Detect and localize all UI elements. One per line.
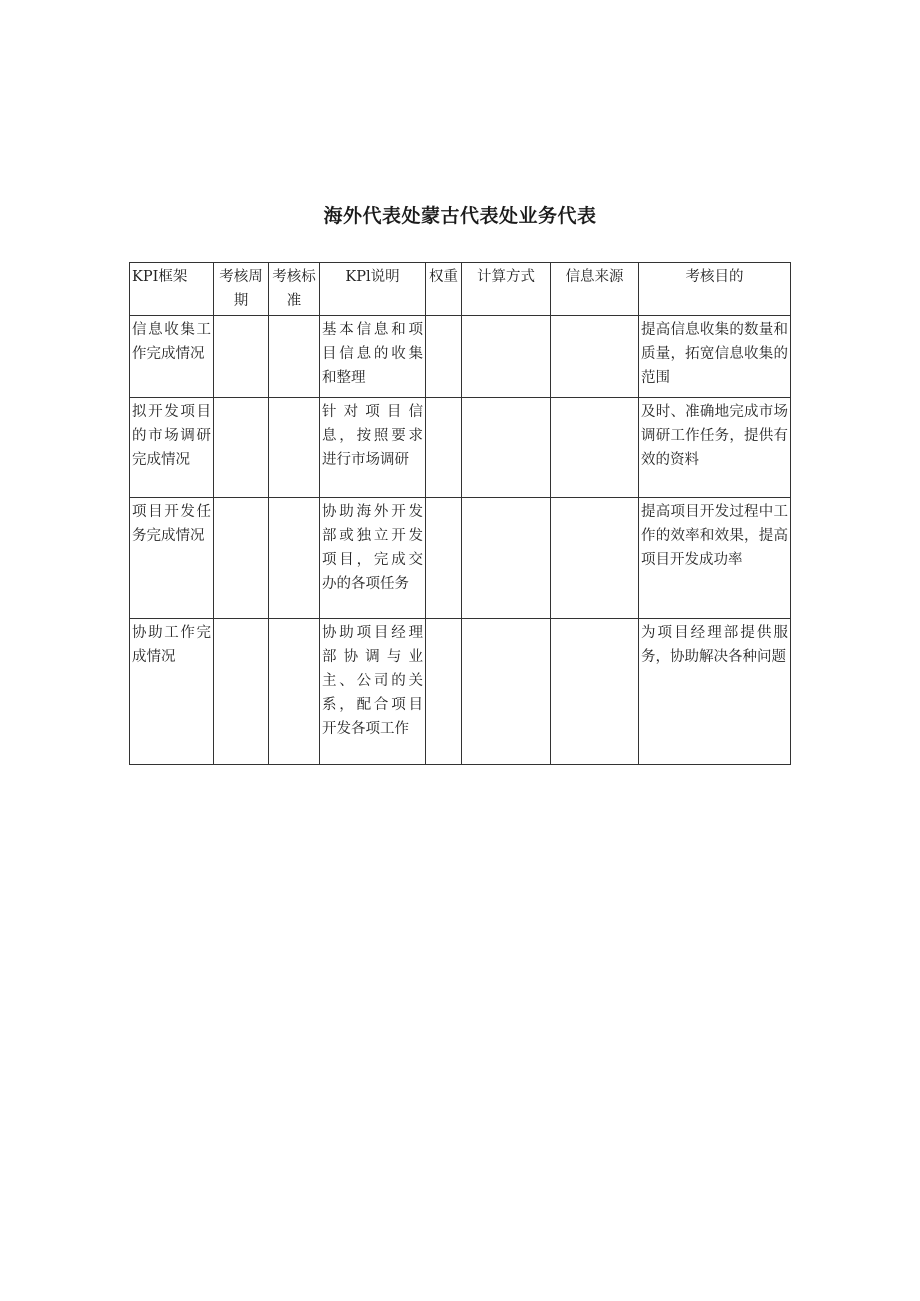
cell-calc [462, 619, 551, 765]
cell-cycle [214, 619, 269, 765]
cell-weight [426, 316, 462, 398]
cell-standard [269, 398, 320, 498]
page-title: 海外代表处蒙古代表处业务代表 [323, 205, 597, 227]
header-weight: 权重 [426, 263, 462, 316]
cell-calc [462, 498, 551, 619]
cell-source [551, 316, 639, 398]
table-row [130, 316, 791, 398]
cell-desc: 协助项目经理部协调与业主、公司的关系，配合项目开发各项工作 [320, 619, 426, 765]
cell-purpose: 及时、准确地完成市场调研工作任务，提供有效的资料 [639, 398, 791, 498]
cell-standard [269, 619, 320, 765]
cell-standard [269, 316, 320, 398]
header-purpose: 考核目的 [639, 263, 791, 316]
cell-weight [426, 398, 462, 498]
cell-purpose: 为项目经理部提供服务，协助解决各种问题 [639, 619, 791, 765]
cell-desc: 基本信息和项目信息的收集和整理 [320, 316, 426, 398]
table-row [130, 619, 791, 765]
cell-source [551, 619, 639, 765]
table-header-row [130, 263, 791, 316]
cell-source [551, 398, 639, 498]
cell-framework: 协助工作完成情况 [130, 619, 214, 765]
cell-source [551, 498, 639, 619]
header-standard: 考核标准 [269, 263, 320, 316]
cell-desc: 协助海外开发部或独立开发项目，完成交办的各项任务 [320, 498, 426, 619]
cell-cycle [214, 398, 269, 498]
cell-standard [269, 498, 320, 619]
header-kpi-framework: KPI框架 [130, 263, 214, 316]
cell-purpose: 提高信息收集的数量和质量，拓宽信息收集的范围 [639, 316, 791, 398]
cell-framework: 拟开发项目的市场调研完成情况 [130, 398, 214, 498]
table-row [130, 398, 791, 498]
cell-calc [462, 398, 551, 498]
cell-cycle [214, 316, 269, 398]
cell-calc [462, 316, 551, 398]
header-kpi-desc: KPl说明 [320, 263, 426, 316]
cell-framework: 信息收集工作完成情况 [130, 316, 214, 398]
cell-weight [426, 619, 462, 765]
table-row [130, 498, 791, 619]
cell-weight [426, 498, 462, 619]
header-cycle: 考核周期 [214, 263, 269, 316]
kpi-table [129, 262, 791, 765]
cell-cycle [214, 498, 269, 619]
cell-framework: 项目开发任务完成情况 [130, 498, 214, 619]
cell-desc: 针对项目信息，按照要求进行市场调研 [320, 398, 426, 498]
header-info-source: 信息来源 [551, 263, 639, 316]
header-calc-method: 计算方式 [462, 263, 551, 316]
cell-purpose: 提高项目开发过程中工作的效率和效果，提高项目开发成功率 [639, 498, 791, 619]
